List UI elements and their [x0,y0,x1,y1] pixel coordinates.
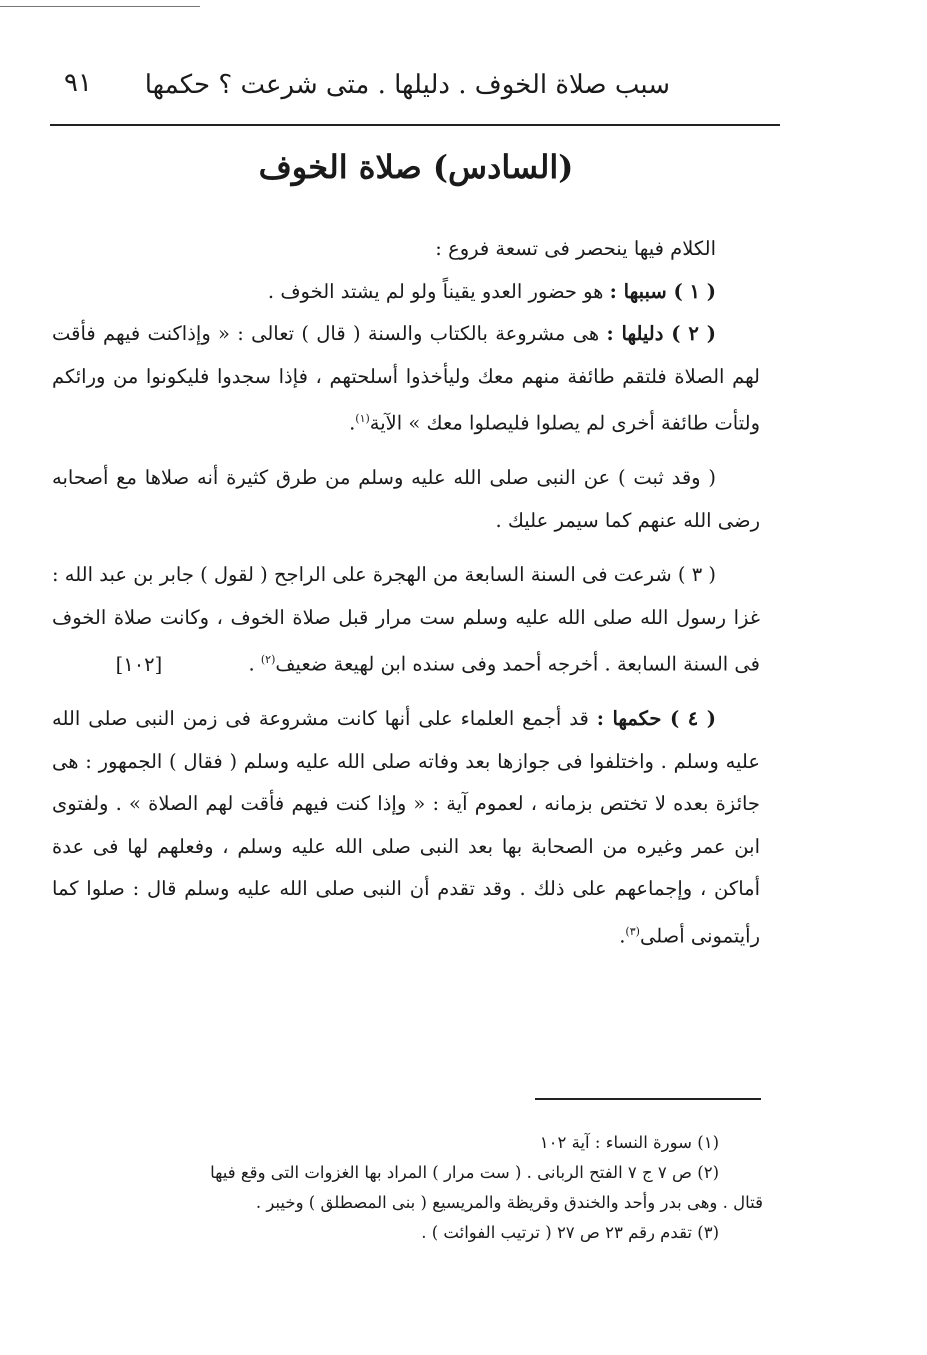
item-text: هى مشروعة بالكتاب والسنة ( قال ) تعالى : « وإذاكنت فيهم فأقت لهم الصلاة فلتقم طائفة منهم معك وليأخذوا أسلحتهم ، فإذا سجدوا فليكونوا من ورائكم ولتأت طائفة أخرى لم يصلوا فليصلوا معك » الآية [52,322,760,435]
footnote-marker: (٢) [260,653,276,666]
body-text [52,228,760,958]
page-number: ٩١ [64,68,92,98]
intro-line: الكلام فيها ينحصر فى تسعة فروع : [435,237,716,260]
footnote-marker: (١) [355,412,370,425]
page-header [52,62,780,120]
footnote-rule [535,1098,761,1100]
item-text: ( ٣ ) شرعت فى السنة السابعة من الهجرة على الراجح ( لقول ) جابر بن عبد الله : غزا رسول الله صلى الله عليه وسلم ست مرار قبل صلاة الخوف ، وكانت صلاة الخوف فى السنة السابعة . أخرجه أحمد وفى سنده ابن لهيعة ضعيف [52,563,760,676]
paragraph-proof [52,457,760,542]
item-label: ( ٤ ) حكمها : [596,707,717,730]
footnote-marker: (٣) [625,924,640,938]
item-text: هو حضور العدو يقيناً ولو لم يشتد الخوف . [267,279,604,303]
running-title: سبب صلاة الخوف . دليلها . متى شرعت ؟ حكمها [144,70,670,100]
header-rule [50,124,780,126]
item-evidence: ( ٢ ) دليلها : هى مشروعة بالكتاب والسنة ( قال ) تعالى : « وإذاكنت فيهم فأقت لهم الصلاة فلتقم طائفة منهم معك وليأخذوا أسلحتهم ، فإذا سجدوا فليكونوا من ورائكم ولتأت طائفة أخرى لم يصلوا فليصلوا معك » الآية$^{(١)}$. [52,322,760,435]
item-legislation: ( ٣ ) شرعت فى السنة السابعة من الهجرة على الراجح ( لقول ) جابر بن عبد الله : غزا رسول الله صلى الله عليه وسلم ست مرار قبل صلاة الخوف ، وكانت صلاة الخوف فى السنة السابعة . أخرجه أحمد وفى سنده ابن لهيعة ضعيف$^{(٢)}$ . [١٠٢] [52,554,760,686]
footnote-2-continued: قتال . وهى بدر وأحد والخندق وقريظة والمريسيع ( بنى المصطلق ) وخيبر . [255,1193,763,1212]
footnotes [45,1128,763,1248]
section-title: (السادس) صلاة الخوف [258,148,574,186]
scan-edge-line [0,6,200,7]
hadith-reference: [١٠٢] [115,652,163,676]
item-label: ( ٢ ) دليلها : [606,322,717,345]
item-text: ( وقد ثبت ) عن النبى صلى الله عليه وسلم من طرق كثيرة أنه صلاها مع أصحابه رضى الله عنهم كما سيمر عليك . [52,466,760,532]
footnote-3: (٣) تقدم رقم ٢٣ ص ٢٧ ( ترتيب الفوائت ) . [421,1223,719,1242]
footnote-2: (٢) ص ٧ ج ٧ الفتح الربانى . ( ست مرار ) المراد بها الغزوات التى وقع فيها [210,1163,719,1182]
footnote-1: (١) سورة النساء : آية ١٠٢ [539,1133,719,1152]
item-text: قد أجمع العلماء على أنها كانت مشروعة فى زمن النبى صلى الله عليه وسلم . واختلفوا فى جوازها بعد وفاته صلى الله عليه وسلم ( فقال ) الجمهور : هى جائزة بعده لا تختص بزمانه ، لعموم آية : « وإذا كنت فيهم فأقت لهم الصلاة » . ولفتوى ابن عمر وغيره من الصحابة بها بعد النبى صلى الله عليه وسلم ، وفعلهم لها فى عدة أماكن ، وإجماعهم على ذلك . وقد تقدم أن النبى صلى الله عليه وسلم قال : صلوا كما رأيتمونى أصلى [52,707,760,947]
item-ruling: ( ٤ ) حكمها : قد أجمع العلماء على أنها كانت مشروعة فى زمن النبى صلى الله عليه وسلم . واختلفوا فى جوازها بعد وفاته صلى الله عليه وسلم ( فقال ) الجمهور : هى جائزة بعده لا تختص بزمانه ، لعموم آية : « وإذا كنت فيهم فأقت لهم الصلاة » . ولفتوى ابن عمر وغيره من الصحابة بها بعد النبى صلى الله عليه وسلم ، وفعلهم لها فى عدة أماكن ، وإجماعهم على ذلك . وقد تقدم أن النبى صلى الله عليه وسلم قال : صلوا كما رأيتمونى أصلى$^{(٣)}$. [52,707,760,947]
item-label: ( ١ ) سببها : [609,279,716,303]
item-cause [52,271,760,314]
